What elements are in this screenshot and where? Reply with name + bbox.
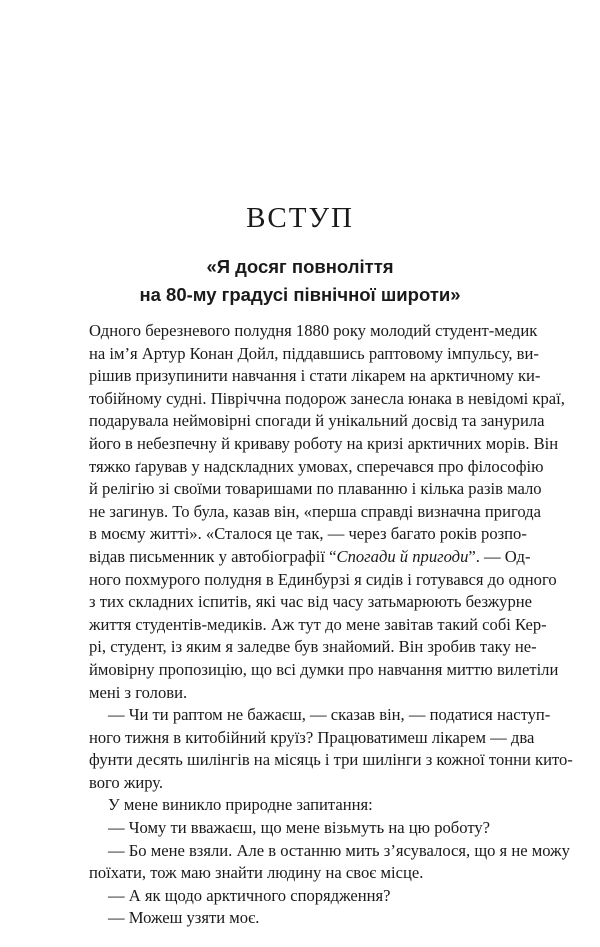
- text-line: відав письменник у автобіографії “Спогади й пригоди”. — Од-: [89, 546, 531, 566]
- text-line: ймовірну пропозицію, що всі думки про навчання миттю вилетіли: [89, 659, 559, 679]
- body-text: [89, 320, 573, 930]
- text-line: — Можеш узяти моє.: [108, 908, 260, 928]
- subtitle-line: «Я досяг повноліття: [206, 256, 394, 277]
- text-line: тяжко ґарував у надскладних умовах, сперечався про філософію: [89, 456, 544, 476]
- text-line: поїхати, тож маю знайти людину на своє місце.: [89, 863, 424, 883]
- subtitle-line: на 80-му градусі північної широти»: [139, 284, 461, 305]
- text-line: в моєму житті». «Сталося це так, — через багато років розпо-: [89, 524, 527, 544]
- text-line: й релігію зі своїми товаришами по плаванню і кілька разів мало: [89, 479, 542, 499]
- text-line: ного похмурого полудня в Единбурзі я сидів і готувався до одного: [89, 569, 557, 589]
- text-line: рішив призупинити навчання і стати лікарем на арктичному ки-: [89, 366, 541, 386]
- text-line: його в небезпечну й криваву роботу на кризі арктичних морів. Він: [89, 433, 559, 453]
- chapter-subtitle: [0, 253, 600, 309]
- text-line: — Чому ти вважаєш, що мене візьмуть на цю роботу?: [108, 818, 491, 838]
- text-line: тобійному судні. Півріччна подорож занесла юнака в невідомі краї,: [89, 388, 565, 408]
- text-line: життя студентів-медиків. Аж тут до мене завітав такий собі Кер-: [89, 614, 547, 634]
- text-line: подарувала неймовірні спогади й унікальний досвід та занурила: [89, 411, 545, 431]
- text-line: Одного березневого полудня 1880 року молодий студент-медик: [89, 321, 538, 340]
- book-title: Спогади й пригоди: [336, 546, 469, 566]
- text-line: мені з голови.: [89, 682, 188, 702]
- text-line: на ім’я Артур Конан Дойл, піддавшись раптовому імпульсу, ви-: [89, 343, 539, 363]
- text-line: — Бо мене взяли. Але в останню мить з’ясувалося, що я не можу: [108, 840, 570, 860]
- text-line: не загинув. То була, казав він, «перша справді визначна пригода: [89, 501, 541, 521]
- text-line: вого жиру.: [89, 772, 164, 792]
- text-line: ного тижня в китобійний круїз? Працюватимеш лікарем — два: [89, 727, 535, 747]
- text-line: з тих складних іспитів, які час від часу затьмарюють безжурне: [89, 592, 532, 612]
- text-line: — Чи ти раптом не бажаєш, — сказав він, — податися наступ-: [108, 705, 551, 725]
- text-line: фунти десять шилінгів на місяць і три шилінги з кожної тонни кито-: [89, 750, 573, 770]
- text-line: — А як щодо арктичного спорядження?: [108, 885, 391, 905]
- text-line: рі, студент, із яким я заледве був знайомий. Він зробив таку не-: [89, 637, 537, 657]
- text-line: У мене виникло природне запитання:: [108, 795, 373, 815]
- chapter-heading: ВСТУП: [246, 202, 354, 234]
